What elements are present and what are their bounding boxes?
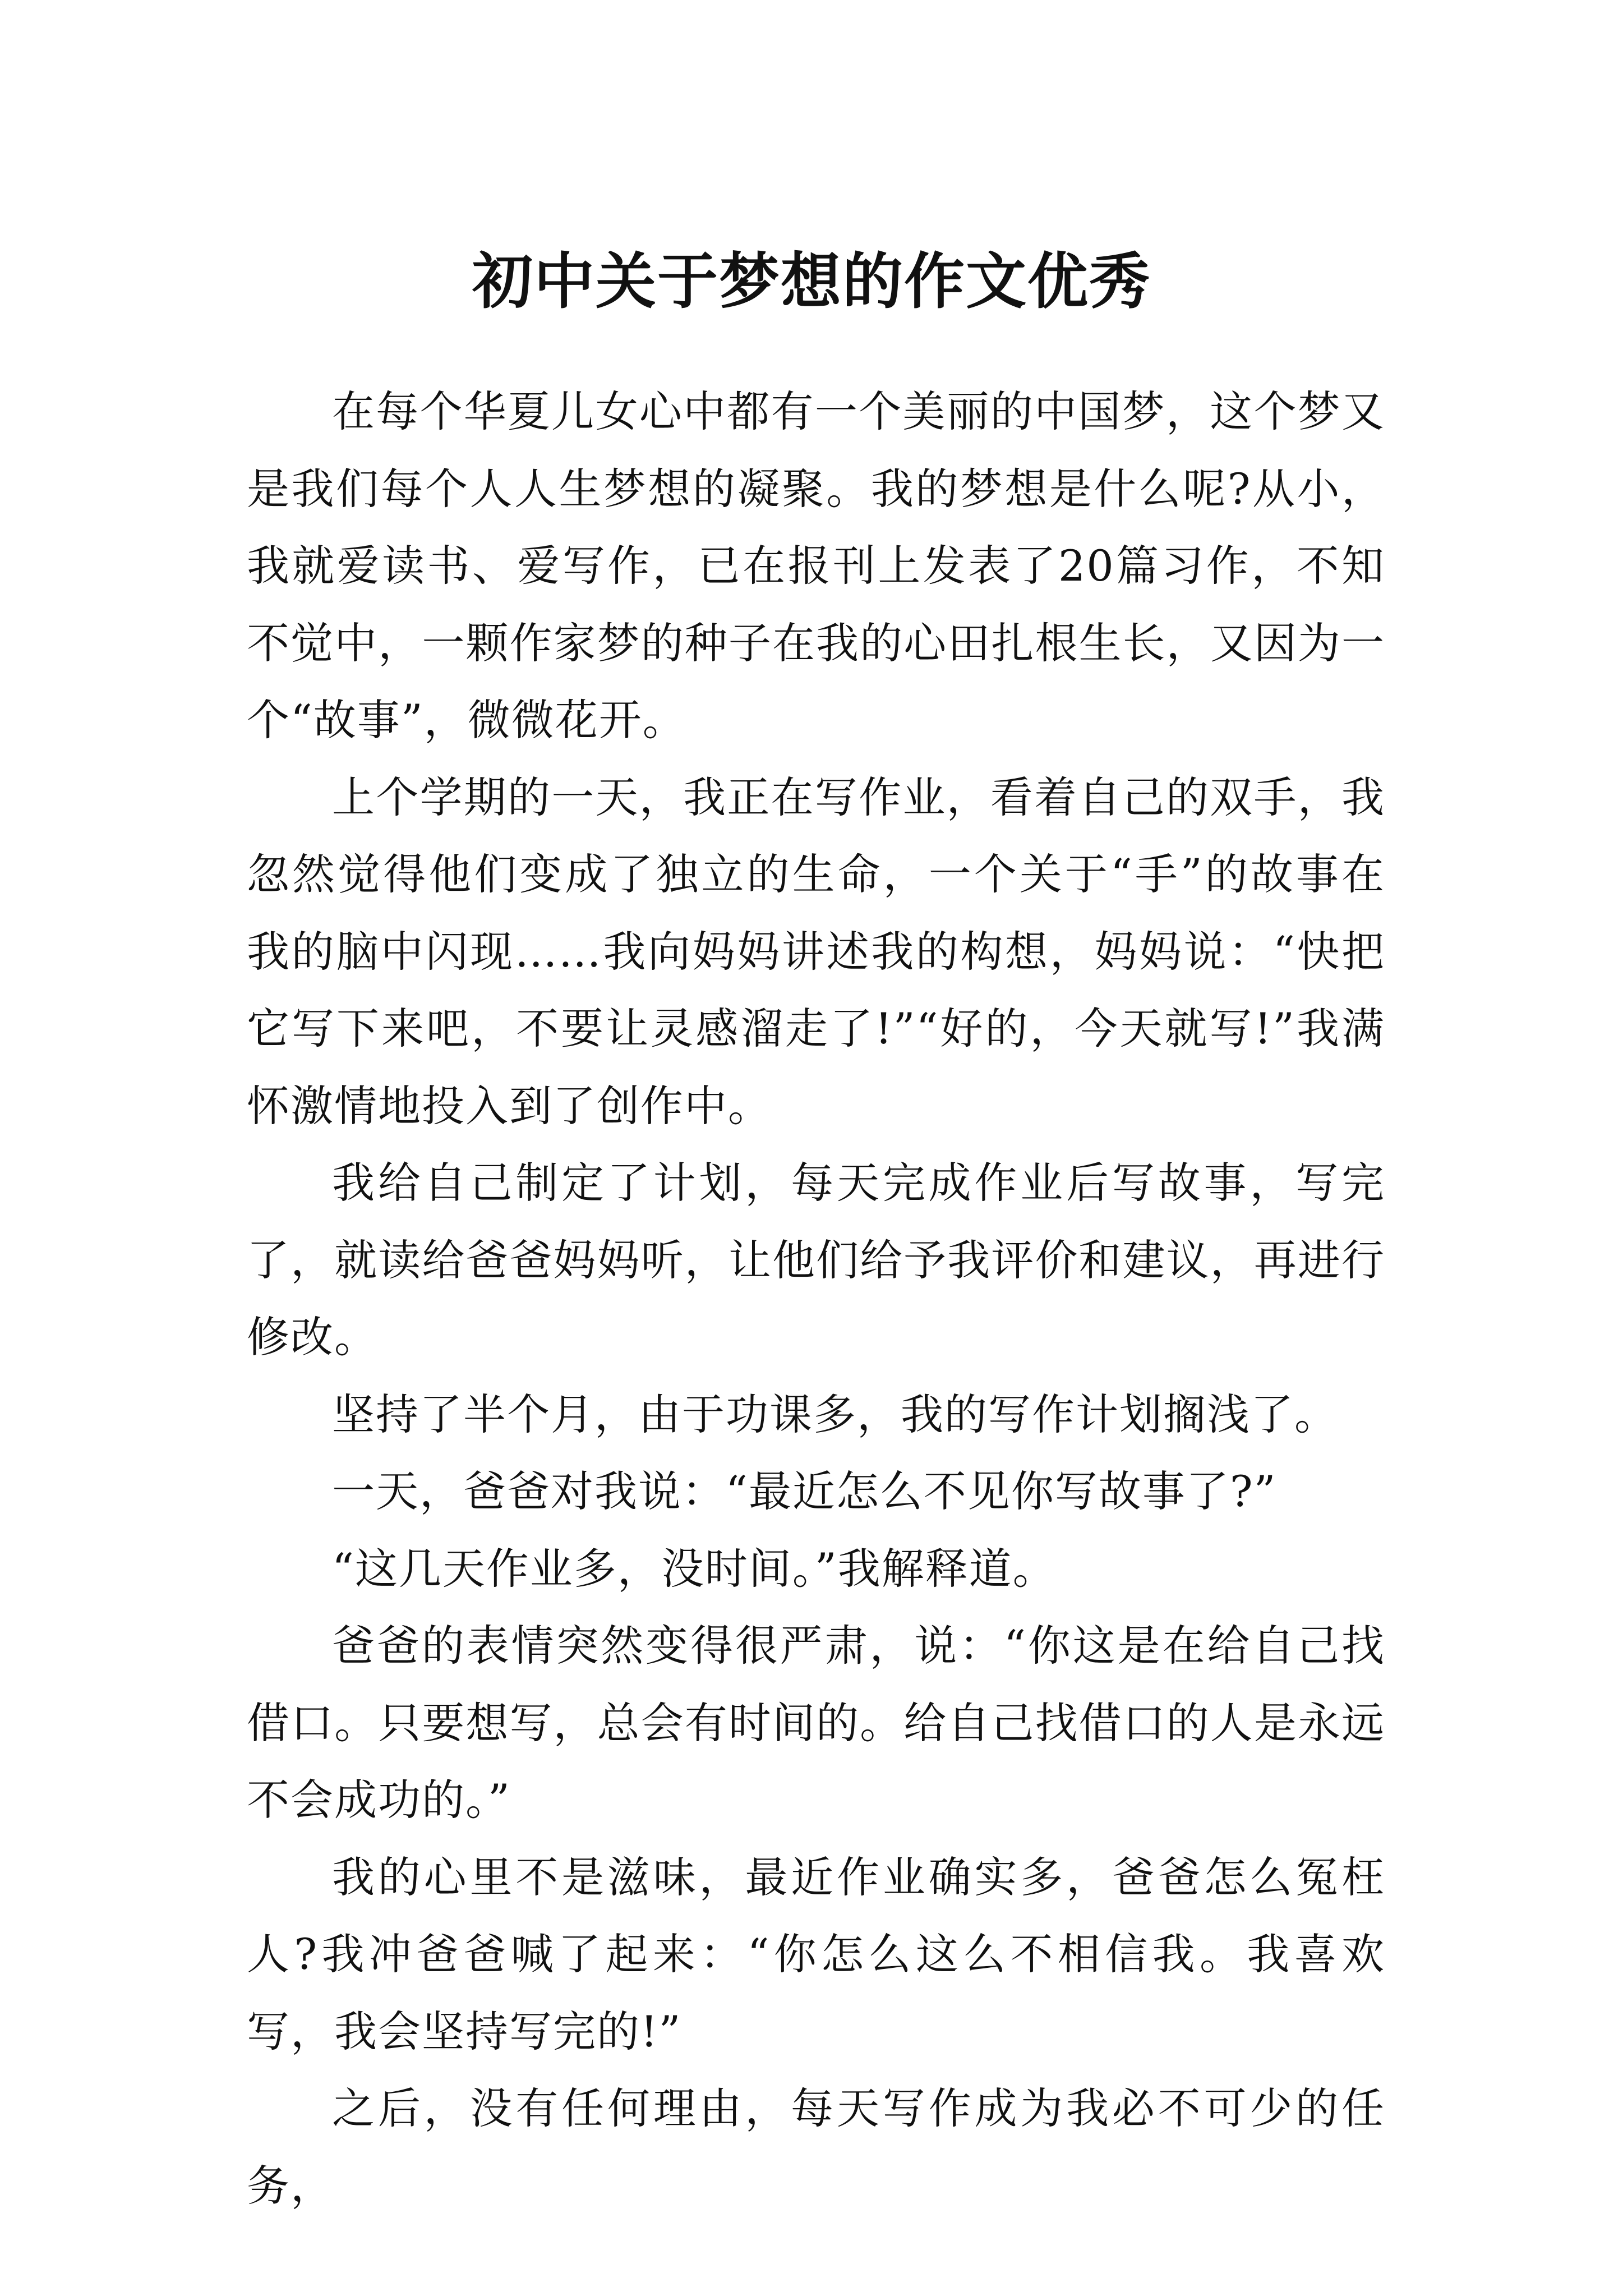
paragraph: 之后，没有任何理由，每天写作成为我必不可少的任务， (247, 2083, 1385, 2211)
document-title: 初中关于梦想的作文优秀 (472, 246, 1151, 318)
paragraph: 上个学期的一天，我正在写作业，看着自己的双手，我忽然觉得他们变成了独立的生命，一个关于“手”的故事在我的脑中闪现……我向妈妈讲述我的构想，妈妈说：“快把它写下来吧，不要让灵感溜走了!”“好的，今天就写!”我满怀激情地投入到了创作中。 (247, 772, 1385, 1131)
paragraph: “这几天作业多，没时间。”我解释道。 (332, 1543, 1057, 1594)
paragraph: 在每个华夏儿女心中都有一个美丽的中国梦，这个梦又是我们每个人人生梦想的凝聚。我的梦想是什么呢?从小，我就爱读书、爱写作，已在报刊上发表了20篇习作，不知不觉中，一颗作家梦的种子在我的心田扎根生长，又因为一个“故事”，微微花开。 (247, 386, 1385, 745)
paragraph: 坚持了半个月，由于功课多，我的写作计划搁浅了。 (332, 1389, 1338, 1439)
paragraph: 一天，爸爸对我说：“最近怎么不见你写故事了?” (332, 1466, 1277, 1516)
paragraph: 爸爸的表情突然变得很严肃，说：“你这是在给自己找借口。只要想写，总会有时间的。给自己找借口的人是永远不会成功的。” (247, 1621, 1385, 1825)
paragraph: 我给自己制定了计划，每天完成作业后写故事，写完了，就读给爸爸妈妈听，让他们给予我评价和建议，再进行修改。 (247, 1158, 1385, 1362)
document-body (247, 373, 1385, 2224)
paragraph: 我的心里不是滋味，最近作业确实多，爸爸怎么冤枉人?我冲爸爸喊了起来：“你怎么这么不相信我。我喜欢写，我会坚持写完的!” (247, 1852, 1385, 2056)
